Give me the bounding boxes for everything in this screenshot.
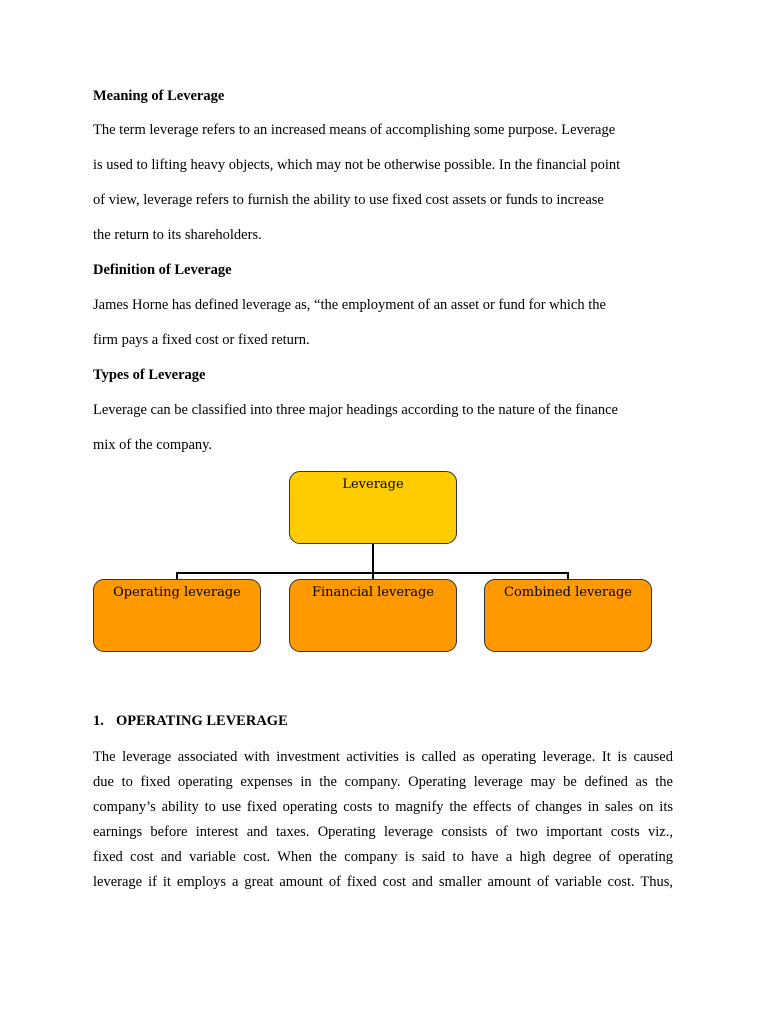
heading-types: Types of Leverage: [93, 367, 206, 383]
paragraph-line: due to fixed operating expenses in the company. Operating leverage may be defined as the: [93, 774, 673, 790]
diagram-node-financial-leverage: Financial leverage: [289, 579, 457, 652]
paragraph-line: mix of the company.: [93, 437, 213, 453]
section-number: 1.: [93, 713, 104, 729]
section-title-operating-leverage: [93, 713, 288, 730]
paragraph-line: leverage if it employs a great amount of fixed cost and smaller amount of variable cost. Thus,: [93, 874, 673, 890]
heading-meaning: Meaning of Leverage: [93, 88, 225, 104]
paragraph-line: James Horne has defined leverage as, “the employment of an asset or fund for which the: [93, 297, 606, 313]
paragraph-line: company’s ability to use fixed operating costs to magnify the effects of changes in sales on its: [93, 799, 673, 815]
heading-definition: Definition of Leverage: [93, 262, 232, 278]
diagram-node-leverage: Leverage: [289, 471, 457, 544]
paragraph-line: Leverage can be classified into three major headings according to the nature of the finance: [93, 402, 618, 418]
paragraph-line: earnings before interest and taxes. Operating leverage consists of two important costs viz.,: [93, 824, 673, 840]
paragraph-line: of view, leverage refers to furnish the ability to use fixed cost assets or funds to increase: [93, 192, 604, 208]
paragraph-line: the return to its shareholders.: [93, 227, 262, 243]
paragraph-line: The term leverage refers to an increased means of accomplishing some purpose. Leverage: [93, 122, 616, 138]
paragraph-line: is used to lifting heavy objects, which may not be otherwise possible. In the financial point: [93, 157, 621, 173]
diagram-node-operating-leverage: Operating leverage: [93, 579, 261, 652]
paragraph-line: firm pays a fixed cost or fixed return.: [93, 332, 310, 348]
paragraph-line: The leverage associated with investment activities is called as operating leverage. It is caused: [93, 749, 673, 765]
section-title-text: OPERATING LEVERAGE: [116, 713, 288, 729]
paragraph-line: fixed cost and variable cost. When the company is said to have a high degree of operating: [93, 849, 673, 865]
diagram-node-combined-leverage: Combined leverage: [484, 579, 652, 652]
